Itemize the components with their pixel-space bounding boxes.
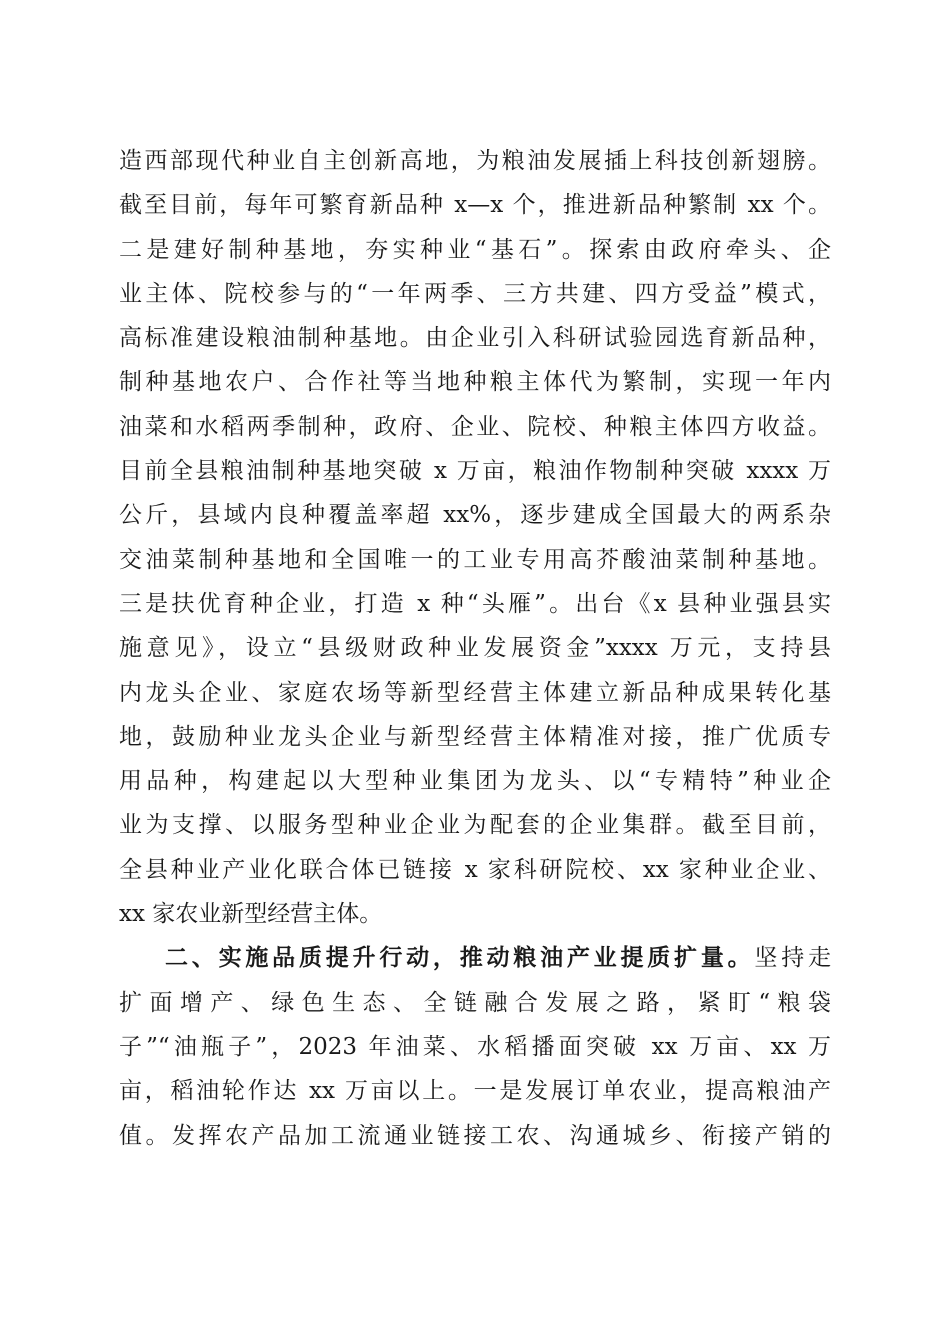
text-line: 公斤，县域内良种覆盖率超 xx%，逐步建成全国最大的两系杂 (119, 502, 831, 529)
heading-continuation: 坚持走 (754, 945, 831, 972)
document-body (119, 139, 831, 1158)
text-line: xx 家农业新型经营主体。 (119, 901, 383, 928)
text-line: 业为支撑、以服务型种业企业为配套的企业集群。截至目前， (119, 812, 831, 839)
text-line: 目前全县粮油制种基地突破 x 万亩，粮油作物制种突破 xxxx 万 (119, 458, 831, 485)
text-line: 造西部现代种业自主创新高地，为粮油发展插上科技创新翅膀。 (119, 148, 831, 174)
text-line: 扩面增产、绿色生态、全链融合发展之路，紧盯“粮袋 (119, 989, 831, 1016)
text-line (119, 936, 831, 980)
text-line: 子”“油瓶子”，2023 年油菜、水稻播面突破 xx 万亩、xx 万 (119, 1033, 831, 1060)
text-line: 用品种，构建起以大型种业集团为龙头、以“专精特”种业企 (119, 768, 831, 795)
section-heading: 二、实施品质提升行动，推动粮油产业提质扩量。 (165, 945, 755, 972)
text-line: 地，鼓励种业龙头企业与新型经营主体精准对接，推广优质专 (119, 723, 831, 750)
paragraph-quality-upgrade (119, 936, 831, 1157)
text-line: 值。发挥农产品加工流通业链接工农、沟通城乡、衔接产销的 (119, 1122, 831, 1149)
text-line: 施意见》，设立“县级财政种业发展资金”xxxx 万元，支持县 (119, 635, 831, 662)
paragraph-seed-industry (119, 139, 831, 936)
text-line: 业主体、院校参与的“一年两季、三方共建、四方受益”模式， (119, 280, 831, 307)
text-line: 油菜和水稻两季制种，政府、企业、院校、种粮主体四方收益。 (119, 413, 831, 440)
text-line: 内龙头企业、家庭农场等新型经营主体建立新品种成果转化基 (119, 679, 831, 706)
text-line: 三是扶优育种企业，打造 x 种“头雁”。出台《x 县种业强县实 (119, 590, 831, 617)
text-line: 截至目前，每年可繁育新品种 x—x 个，推进新品种繁制 xx 个。 (119, 192, 831, 219)
text-line: 高标准建设粮油制种基地。由企业引入科研试验园选育新品种， (119, 325, 831, 352)
text-line: 交油菜制种基地和全国唯一的工业专用高芥酸油菜制种基地。 (119, 546, 831, 573)
text-line: 亩，稻油轮作达 xx 万亩以上。一是发展订单农业，提高粮油产 (119, 1078, 831, 1105)
text-line: 全县种业产业化联合体已链接 x 家科研院校、xx 家种业企业、 (119, 856, 831, 883)
text-line: 制种基地农户、合作社等当地种粮主体代为繁制，实现一年内 (119, 369, 831, 396)
text-line: 二是建好制种基地，夯实种业“基石”。探索由政府牵头、企 (119, 236, 831, 263)
